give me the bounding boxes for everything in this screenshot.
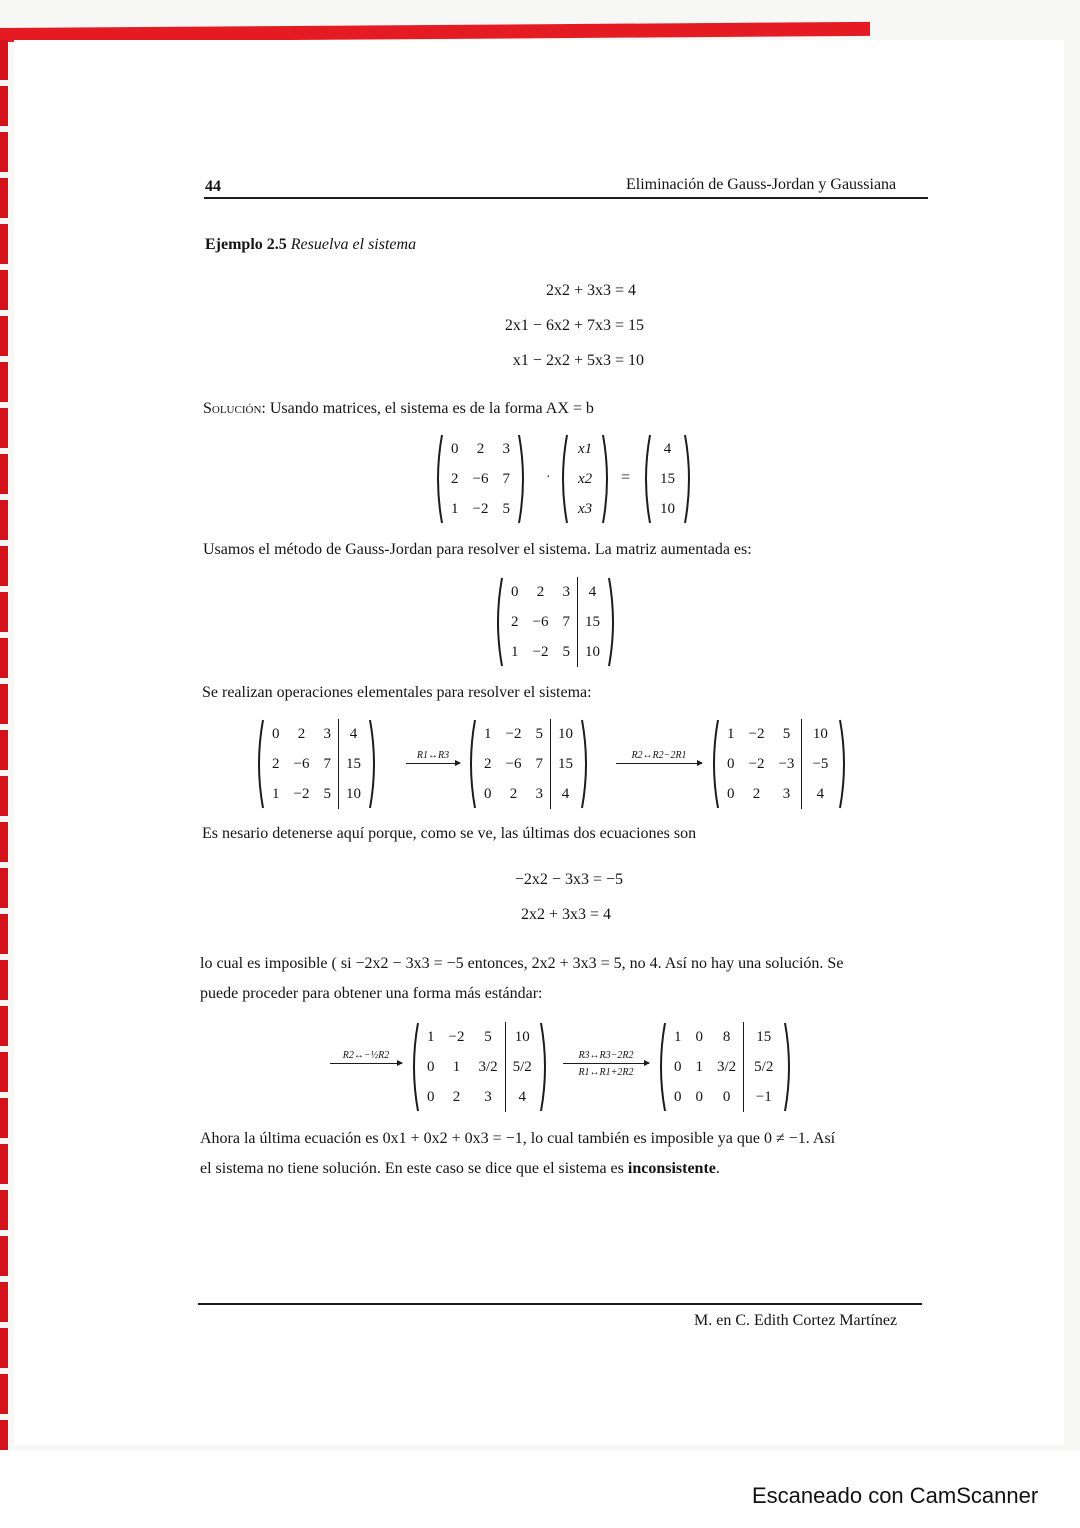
row-op-arrow-3: R2↔−½R2 — [330, 1050, 402, 1064]
augmented-matrix: 0 2 3 4 2 −6 7 15 1 −2 5 10 — [492, 576, 619, 668]
equals-sign: = — [621, 469, 631, 486]
stop-text: Es nesario detenerse aquí porque, como se ve, las últimas dos ecuaciones son — [202, 825, 697, 842]
camscanner-watermark: Escaneado con CamScanner — [752, 1483, 1039, 1508]
stop-eq-1: −2x2 − 3x3 = −5 — [514, 871, 623, 888]
left-paren — [432, 433, 444, 525]
example-label: Ejemplo 2.5 — [205, 236, 287, 253]
matrix-A-table: 0 2 3 2 −6 7 1 −2 5 — [451, 440, 510, 517]
red-edge-left — [0, 40, 8, 1450]
solution-text: Usando matrices, el sistema es de la forma AX = b — [269, 400, 594, 417]
gauss-jordan-text: Usamos el método de Gauss-Jordan para resolver el sistema. La matriz aumentada es: — [203, 541, 752, 558]
final-text-2: el sistema no tiene solución. En este caso se dice que el sistema es inconsistente. — [200, 1160, 720, 1177]
ops-matrix-3: 1 −2 5 10 0 −2 −3 −5 0 2 3 4 — [708, 718, 850, 810]
footer-rule — [198, 1303, 922, 1305]
running-title: Eliminación de Gauss-Jordan y Gaussiana — [626, 176, 897, 193]
vector-b: 4 15 10 — [640, 433, 695, 525]
inconsistent-term: inconsistente — [627, 1160, 716, 1177]
solution-line — [203, 399, 594, 419]
right-paren — [517, 433, 529, 525]
final-text-1: Ahora la última ecuación es 0x1 + 0x2 + 0x3 = −1, lo cual también es imposible ya que 0 ≠ −1. Así — [200, 1130, 836, 1147]
page-number: 44 — [205, 178, 221, 195]
matrix-A — [432, 433, 529, 525]
example-heading — [205, 235, 416, 255]
dot-operator: · — [546, 470, 551, 485]
row-op-arrow-1: R1↔R3 — [406, 750, 460, 764]
ops-matrix-4: 1 −2 5 10 0 1 3/2 5/2 0 2 3 4 — [408, 1021, 551, 1113]
author: M. en C. Edith Cortez Martínez — [694, 1312, 898, 1329]
operations-text: Se realizan operaciones elementales para resolver el sistema: — [202, 684, 592, 701]
header-rule — [204, 197, 928, 199]
system-eq-2: 2x1 − 6x2 + 7x3 = 15 — [504, 317, 644, 334]
ops-matrix-5: 1 0 8 15 0 1 3/2 5/2 0 0 0 −1 — [655, 1021, 795, 1113]
ops-matrix-1: 0 2 3 4 2 −6 7 15 1 −2 5 10 — [253, 718, 380, 810]
example-prompt: Resuelva el sistema — [290, 236, 417, 253]
ops-matrix-2: 1 −2 5 10 2 −6 7 15 0 2 3 4 — [465, 718, 592, 810]
stop-eq-2: 2x2 + 3x3 = 4 — [520, 906, 611, 923]
vector-X: x1 x2 x3 — [557, 433, 613, 525]
impossible-text-1: lo cual es imposible ( si −2x2 − 3x3 = −5 entonces, 2x2 + 3x3 = 5, no 4. Así no hay una solución. Se — [200, 955, 844, 972]
system-eq-3: x1 − 2x2 + 5x3 = 10 — [512, 352, 644, 369]
system-eq-1: 2x2 + 3x3 = 4 — [545, 282, 636, 299]
impossible-text-2: puede proceder para obtener una forma más estándar: — [200, 985, 543, 1002]
row-op-arrow-2: R2↔R2−2R1 — [616, 750, 702, 764]
row-op-arrow-4: R3↔R3−2R2 R1↔R1+2R2 — [563, 1050, 649, 1078]
solution-label: Solución: — [203, 400, 266, 417]
